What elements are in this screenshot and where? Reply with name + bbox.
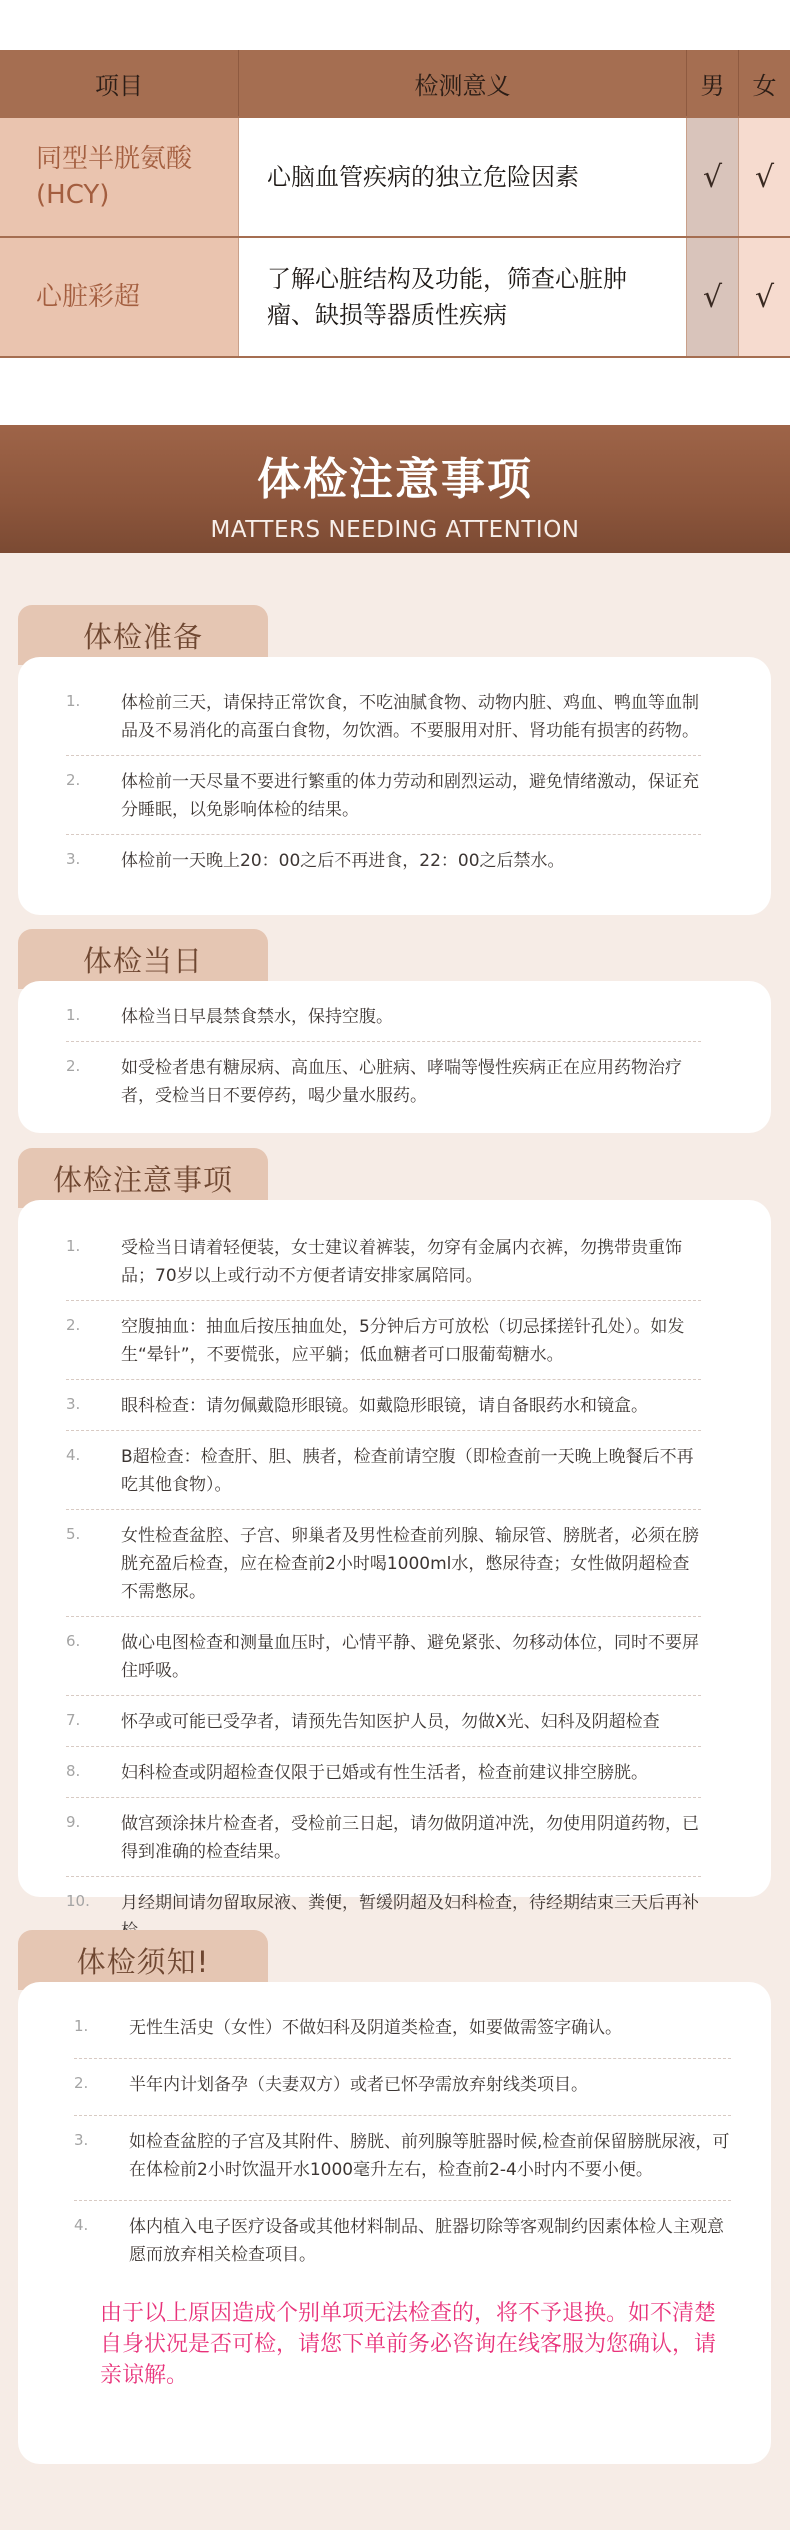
section-tab-exam-day: 体检当日 xyxy=(18,929,268,989)
list-item xyxy=(66,677,701,756)
item-number: 6. xyxy=(66,1632,81,1650)
list-item xyxy=(74,2002,731,2059)
section-card-notice xyxy=(18,1982,771,2464)
header-meaning: 检测意义 xyxy=(239,50,687,116)
item-name: 心脏彩超 xyxy=(0,238,239,356)
item-number: 10. xyxy=(66,1892,90,1910)
item-name: 同型半胱氨酸(HCY) xyxy=(0,118,239,236)
item-text: B超检查：检查肝、胆、胰者，检查前请空腹（即检查前一天晚上晚餐后不再吃其他食物）。 xyxy=(121,1447,694,1495)
list-item xyxy=(66,1798,701,1877)
item-number: 9. xyxy=(66,1813,81,1831)
item-text: 体检前一天晚上20：00之后不再进食，22：00之后禁水。 xyxy=(121,851,565,871)
item-number: 5. xyxy=(66,1525,81,1543)
list-item xyxy=(66,756,701,835)
section-tab-notice: 体检须知! xyxy=(18,1930,268,1990)
list-item xyxy=(66,991,701,1042)
item-meaning: 了解心脏结构及功能，筛查心脏肿瘤、缺损等器质性疾病 xyxy=(239,238,687,356)
item-number: 1. xyxy=(74,2017,89,2035)
list-item xyxy=(66,1617,701,1696)
banner-subtitle: MATTERS NEEDING ATTENTION xyxy=(210,517,580,543)
header-female: 女 xyxy=(752,71,777,100)
attention-banner xyxy=(0,425,790,553)
item-number: 4. xyxy=(66,1446,81,1464)
section-tab-precautions: 体检注意事项 xyxy=(18,1148,268,1208)
item-number: 2. xyxy=(74,2074,89,2092)
list-item xyxy=(66,1222,701,1301)
item-text: 体检前一天尽量不要进行繁重的体力劳动和剧烈运动，避免情绪激动，保证充分睡眠，以免影响体检的结果。 xyxy=(121,772,699,820)
item-text: 女性检查盆腔、子宫、卵巢者及男性检查前列腺、输尿管、膀胱者，必须在膀胱充盈后检查，应在检查前2小时喝1000ml水，憋尿待查；女性做阴超检查不需憋尿。 xyxy=(121,1526,699,1602)
item-text: 妇科检查或阴超检查仅限于已婚或有性生活者，检查前建议排空膀胱。 xyxy=(121,1763,648,1783)
item-number: 3. xyxy=(74,2131,89,2149)
item-number: 8. xyxy=(66,1762,81,1780)
item-number: 2. xyxy=(66,1057,81,1075)
item-text: 做宫颈涂抹片检查者，受检前三日起，请勿做阴道冲洗，勿使用阴道药物，已得到准确的检查结果。 xyxy=(121,1814,699,1862)
item-number: 4. xyxy=(74,2216,89,2234)
item-text: 眼科检查：请勿佩戴隐形眼镜。如戴隐形眼镜，请自备眼药水和镜盒。 xyxy=(121,1396,648,1416)
item-number: 7. xyxy=(66,1711,81,1729)
item-text: 如检查盆腔的子宫及其附件、膀胱、前列腺等脏器时候,检查前保留膀胱尿液，可在体检前2小时饮温开水1000毫升左右，检查前2-4小时内不要小便。 xyxy=(129,2132,730,2180)
item-text: 月经期间请勿留取尿液、粪便，暂缓阴超及妇科检查，待经期结束三天后再补 xyxy=(121,1893,699,1913)
section-card-preparation xyxy=(18,657,771,915)
section-card-exam-day xyxy=(18,981,771,1133)
male-check: √ xyxy=(687,118,739,236)
item-text: 无性生活史（女性）不做妇科及阴道类检查，如要做需签字确认。 xyxy=(129,2018,622,2038)
list-item xyxy=(74,2116,731,2201)
check-items-table xyxy=(0,50,790,358)
item-number: 2. xyxy=(66,771,81,789)
item-number: 1. xyxy=(66,692,81,710)
header-item: 项目 xyxy=(0,50,239,116)
list-item xyxy=(66,1380,701,1431)
table-row xyxy=(0,116,790,236)
list-item xyxy=(66,1042,701,1120)
list-item xyxy=(66,1431,701,1510)
list-item xyxy=(74,2059,731,2116)
table-row xyxy=(0,236,790,358)
male-check: √ xyxy=(687,238,739,356)
item-meaning: 心脑血管疾病的独立危险因素 xyxy=(239,118,687,236)
item-text: 受检当日请着轻便装，女士建议着裤装，勿穿有金属内衣裤，勿携带贵重饰品；70岁以上或行动不方便者请安排家属陪同。 xyxy=(121,1238,682,1286)
refund-notice: 由于以上原因造成个别单项无法检查的，将不予退换。如不清楚自身状况是否可检，请您下单前务必咨询在线客服为您确认，请亲谅解。 xyxy=(100,2301,717,2388)
item-number: 1. xyxy=(66,1006,81,1024)
item-text: 如受检者患有糖尿病、高血压、心脏病、哮喘等慢性疾病正在应用药物治疗者，受检当日不要停药，喝少量水服药。 xyxy=(121,1058,682,1106)
item-text: 体内植入电子医疗设备或其他材料制品、脏器切除等客观制约因素体检人主观意愿而放弃相关检查项目。 xyxy=(129,2217,724,2265)
list-item xyxy=(66,1510,701,1617)
header-male: 男 xyxy=(687,50,739,116)
table-header xyxy=(0,50,790,116)
item-text: 半年内计划备孕（夫妻双方）或者已怀孕需放弃射线类项目。 xyxy=(129,2075,588,2095)
list-item xyxy=(66,1301,701,1380)
item-text: 体检当日早晨禁食禁水，保持空腹。 xyxy=(121,1007,393,1027)
list-item xyxy=(74,2201,731,2285)
section-tab-preparation: 体检准备 xyxy=(18,605,268,665)
female-check: √ xyxy=(739,118,790,236)
list-item xyxy=(66,835,701,885)
list-item xyxy=(66,1747,701,1798)
item-number: 3. xyxy=(66,1395,81,1413)
female-check: √ xyxy=(739,238,790,356)
item-number: 1. xyxy=(66,1237,81,1255)
item-number: 3. xyxy=(66,850,81,868)
item-number: 2. xyxy=(66,1316,81,1334)
item-text: 怀孕或可能已受孕者，请预先告知医护人员，勿做X光、妇科及阴超检查 xyxy=(121,1712,660,1732)
item-text: 体检前三天，请保持正常饮食，不吃油腻食物、动物内脏、鸡血、鸭血等血制品及不易消化的高蛋白食物，勿饮酒。不要服用对肝、肾功能有损害的药物。 xyxy=(121,693,699,741)
section-card-precautions xyxy=(18,1200,771,1913)
list-item xyxy=(66,1696,701,1747)
banner-title: 体检注意事项 xyxy=(257,454,533,505)
item-text: 空腹抽血：抽血后按压抽血处，5分钟后方可放松（切忌揉搓针孔处）。如发生“晕针”，不要慌张，应平躺；低血糖者可口服葡萄糖水。 xyxy=(121,1317,685,1365)
item-text: 做心电图检查和测量血压时，心情平静、避免紧张、勿移动体位，同时不要屏住呼吸。 xyxy=(121,1633,699,1681)
